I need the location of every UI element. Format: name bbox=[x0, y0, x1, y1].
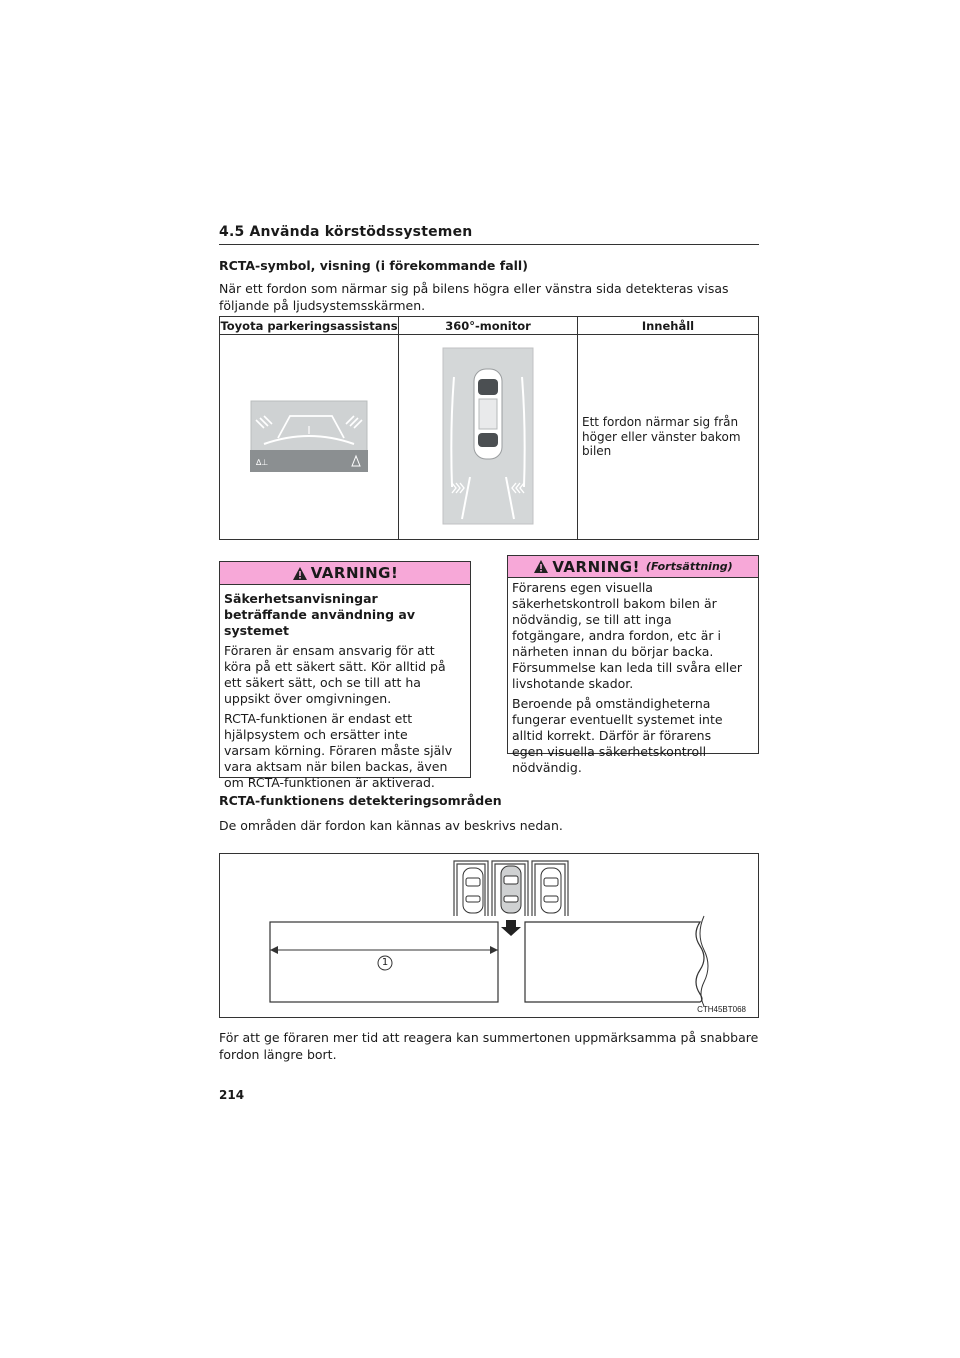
warning-paragraph: Beroende på omständigheterna fungerar eventuellt systemet inte alltid korrekt. Därför är förarens egen visuella säkerhetskontroll nödvändig. bbox=[512, 696, 723, 775]
360-monitor-illustration bbox=[442, 347, 534, 525]
table-header-360-monitor: 360°-monitor bbox=[399, 317, 578, 335]
detection-area-diagram bbox=[219, 853, 759, 1018]
detection-area-illustration bbox=[220, 854, 758, 1017]
reverse-direction-arrow-icon bbox=[501, 920, 521, 936]
parking-assist-screen-illustration bbox=[250, 400, 368, 472]
warning-header-left bbox=[220, 562, 470, 585]
warning-paragraph: Förarens egen visuella säkerhetskontroll bakom bilen är nödvändig, se till att inga fotgängare, andra fordon, etc är i närheten innan du börjar backa. Försummelse kan leda till svåra eller livshotande skador. bbox=[512, 580, 743, 691]
warning-heading-left: Säkerhetsanvisningar beträffande användning av systemet bbox=[224, 591, 415, 638]
page-number: 214 bbox=[219, 1088, 245, 1102]
warning-header-right bbox=[508, 556, 758, 578]
warning-paragraph: Föraren är ensam ansvarig för att köra på ett säkert sätt. Kör alltid på ett säkert sätt, och se till att ha uppsikt över omgivningen. bbox=[224, 643, 446, 706]
warning-triangle-icon bbox=[533, 559, 549, 574]
section-divider bbox=[219, 244, 759, 245]
rcta-display-table bbox=[219, 316, 759, 540]
rcta-symbol-intro: När ett fordon som närmar sig på bilens högra eller vänstra sida detekteras visas följande på ljudsystemsskärmen. bbox=[219, 281, 729, 313]
warning-paragraph: RCTA-funktionen är endast ett hjälpsystem och ersätter inte varsam körning. Föraren måste själv vara aktsam när bilen backas, även om RCTA-funktionen är aktiverad. bbox=[224, 711, 453, 790]
section-title: 4.5 Använda körstödssystemen bbox=[219, 224, 473, 240]
content-description-cell: Ett fordon närmar sig från höger eller vänster bakom bilen bbox=[578, 335, 759, 540]
svg-text:∆⊥: ∆⊥ bbox=[256, 457, 269, 467]
rcta-symbol-heading: RCTA-symbol, visning (i förekommande fall) bbox=[219, 258, 528, 273]
warning-box-right bbox=[507, 555, 759, 775]
parking-assist-screen-cell bbox=[220, 335, 399, 540]
table-header-parking-assist: Toyota parkeringsassistans bbox=[220, 318, 398, 333]
warning-title-right: VARNING! bbox=[552, 557, 640, 576]
detection-heading: RCTA-funktionens detekteringsområden bbox=[219, 793, 502, 808]
warning-continued-label: (Fortsättning) bbox=[645, 560, 733, 573]
table-header-content: Innehåll bbox=[578, 317, 759, 335]
figure-code: CTH45BT068 bbox=[697, 1005, 746, 1014]
callout-number: 1 bbox=[381, 957, 389, 968]
warning-box-left bbox=[219, 561, 471, 790]
warning-triangle-icon bbox=[292, 566, 308, 581]
detection-intro: De områden där fordon kan kännas av beskrivs nedan. bbox=[219, 818, 563, 833]
warning-title-left: VARNING! bbox=[310, 564, 399, 582]
table-row bbox=[220, 335, 759, 540]
footer-paragraph: För att ge föraren mer tid att reagera kan summertonen uppmärksamma på snabbare fordon längre bort. bbox=[219, 1030, 759, 1062]
360-monitor-screen-cell bbox=[399, 335, 578, 540]
